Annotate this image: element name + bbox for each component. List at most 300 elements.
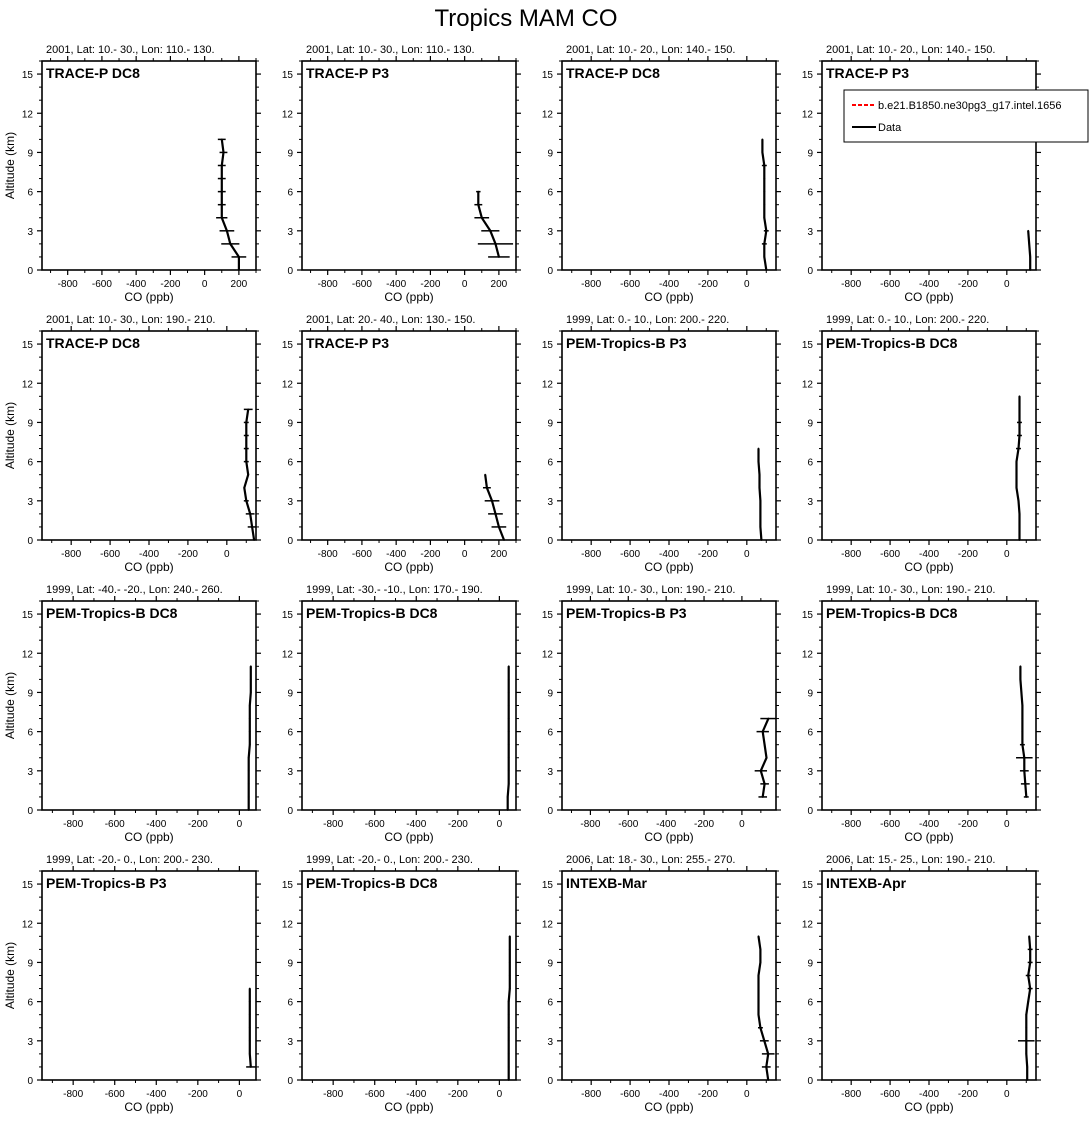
spread-box bbox=[218, 139, 225, 140]
data-point bbox=[763, 256, 765, 258]
spread-box bbox=[1020, 771, 1028, 772]
y-tick-label: 6 bbox=[27, 457, 33, 469]
plot-frame bbox=[822, 871, 1036, 1080]
x-tick-label: -800 bbox=[323, 1089, 344, 1100]
y-tick-label: 15 bbox=[541, 70, 553, 82]
y-tick-label: 12 bbox=[281, 379, 293, 391]
data-point bbox=[1019, 539, 1021, 541]
y-tick-label: 3 bbox=[287, 766, 293, 778]
plot-frame bbox=[822, 331, 1036, 540]
data-point bbox=[761, 138, 763, 140]
y-tick-label: 12 bbox=[21, 379, 33, 391]
panel-3 bbox=[542, 44, 781, 304]
spread-box bbox=[492, 527, 506, 528]
data-point bbox=[238, 269, 240, 271]
spread-box bbox=[1028, 962, 1032, 963]
data-point bbox=[760, 500, 762, 502]
panel-subtitle: 2001, Lat: 10.- 20., Lon: 140.- 150. bbox=[566, 44, 736, 56]
data-point bbox=[250, 692, 252, 694]
spread-box bbox=[761, 718, 776, 719]
x-tick-label: -400 bbox=[918, 549, 940, 560]
y-tick-label: 9 bbox=[547, 418, 553, 430]
spread-box bbox=[244, 409, 252, 410]
spread-box bbox=[1020, 744, 1024, 745]
x-tick-label: -200 bbox=[420, 279, 441, 290]
data-point bbox=[508, 678, 510, 680]
data-point bbox=[758, 461, 760, 463]
y-tick-label: 0 bbox=[287, 266, 293, 277]
y-tick-label: 6 bbox=[547, 457, 553, 469]
data-point bbox=[1025, 1027, 1027, 1029]
x-tick-label: -800 bbox=[841, 1089, 862, 1100]
spread-box bbox=[220, 152, 227, 153]
campaign-label: INTEXB-Mar bbox=[566, 875, 647, 891]
y-tick-label: 15 bbox=[21, 610, 33, 622]
plot-frame bbox=[562, 871, 776, 1080]
campaign-label: PEM-Tropics-B DC8 bbox=[826, 335, 958, 351]
x-tick-label: -800 bbox=[63, 819, 84, 830]
x-tick-label: -400 bbox=[656, 819, 677, 830]
campaign-label: PEM-Tropics-B DC8 bbox=[306, 605, 438, 621]
x-axis-label: CO (ppb) bbox=[124, 560, 174, 574]
plot-frame bbox=[822, 601, 1036, 810]
figure-title: Tropics MAM CO bbox=[434, 5, 618, 32]
data-point bbox=[1016, 487, 1018, 489]
data-point bbox=[243, 487, 245, 489]
y-tick-label: 6 bbox=[27, 997, 33, 1009]
data-point bbox=[758, 448, 760, 450]
x-tick-label: -800 bbox=[581, 549, 602, 560]
x-axis-label: CO (ppb) bbox=[644, 1100, 694, 1114]
y-tick-label: 3 bbox=[27, 766, 33, 778]
data-point bbox=[1021, 731, 1023, 733]
y-tick-label: 3 bbox=[547, 496, 553, 508]
x-tick-label: -200 bbox=[697, 549, 718, 560]
panel-subtitle: 1999, Lat: -40.- -20., Lon: 240.- 260. bbox=[46, 584, 223, 596]
campaign-label: TRACE-P P3 bbox=[826, 65, 909, 81]
x-axis-label: CO (ppb) bbox=[904, 830, 954, 844]
panel-subtitle: 1999, Lat: -20.- 0., Lon: 200.- 230. bbox=[306, 854, 473, 866]
data-point bbox=[248, 809, 250, 811]
plot-frame bbox=[42, 331, 256, 540]
data-point bbox=[1028, 243, 1030, 245]
panel-13 bbox=[3, 854, 261, 1114]
x-tick-label: -200 bbox=[160, 279, 181, 290]
y-tick-label: 15 bbox=[801, 610, 813, 622]
data-point bbox=[1029, 269, 1031, 271]
data-point bbox=[508, 770, 510, 772]
panel-5 bbox=[3, 314, 261, 574]
data-point bbox=[249, 1014, 251, 1016]
spread-box bbox=[1024, 797, 1028, 798]
panel-subtitle: 2006, Lat: 18.- 30., Lon: 255.- 270. bbox=[566, 854, 736, 866]
y-axis-label: Altitude (km) bbox=[3, 131, 17, 200]
panel-14 bbox=[282, 854, 521, 1114]
x-tick-label: 0 bbox=[496, 1089, 503, 1100]
y-axis-label: Altitude (km) bbox=[3, 671, 17, 740]
y-tick-label: 12 bbox=[541, 109, 553, 121]
y-tick-label: 0 bbox=[27, 806, 33, 817]
plot-frame bbox=[42, 601, 256, 810]
y-tick-label: 6 bbox=[547, 727, 553, 739]
x-tick-label: -400 bbox=[146, 1089, 167, 1100]
spread-box bbox=[477, 191, 480, 192]
plot-frame bbox=[562, 601, 776, 810]
data-point bbox=[508, 1027, 510, 1029]
y-tick-label: 6 bbox=[807, 727, 813, 739]
plot-frame bbox=[562, 61, 776, 270]
y-tick-label: 12 bbox=[801, 919, 813, 931]
campaign-label: INTEXB-Apr bbox=[826, 875, 907, 891]
x-axis-label: CO (ppb) bbox=[904, 560, 954, 574]
data-point bbox=[249, 1001, 251, 1003]
x-tick-label: 0 bbox=[496, 819, 503, 830]
panel-15 bbox=[542, 854, 781, 1114]
panel-16 bbox=[802, 854, 1041, 1114]
legend-box bbox=[844, 90, 1088, 142]
y-tick-label: 15 bbox=[541, 610, 553, 622]
x-tick-label: -600 bbox=[351, 549, 372, 560]
x-tick-label: -800 bbox=[57, 279, 78, 290]
data-point bbox=[1025, 1053, 1027, 1055]
data-point bbox=[247, 474, 249, 476]
y-tick-label: 0 bbox=[807, 1076, 813, 1087]
data-point bbox=[507, 796, 509, 798]
x-axis-label: CO (ppb) bbox=[644, 290, 694, 304]
data-point bbox=[1021, 718, 1023, 720]
y-tick-label: 12 bbox=[541, 649, 553, 661]
panel-9 bbox=[3, 584, 261, 844]
data-point bbox=[508, 731, 510, 733]
y-tick-label: 15 bbox=[21, 340, 33, 352]
y-tick-label: 0 bbox=[547, 266, 553, 277]
data-point bbox=[1020, 665, 1022, 667]
data-point bbox=[760, 962, 762, 964]
y-tick-label: 6 bbox=[287, 727, 293, 739]
series-line-data bbox=[249, 666, 251, 810]
y-tick-label: 0 bbox=[287, 536, 293, 547]
panel-subtitle: 1999, Lat: 0.- 10., Lon: 200.- 220. bbox=[566, 314, 730, 326]
data-point bbox=[248, 796, 250, 798]
y-tick-label: 0 bbox=[807, 536, 813, 547]
spread-box bbox=[217, 218, 227, 219]
y-tick-label: 15 bbox=[21, 880, 33, 892]
data-point bbox=[249, 1027, 251, 1029]
y-tick-label: 0 bbox=[27, 536, 33, 547]
x-tick-label: -400 bbox=[918, 1089, 940, 1100]
spread-box bbox=[475, 204, 482, 205]
x-tick-label: -400 bbox=[126, 279, 147, 290]
campaign-label: PEM-Tropics-B DC8 bbox=[306, 875, 438, 891]
x-tick-label: -200 bbox=[957, 549, 978, 560]
data-point bbox=[1020, 678, 1022, 680]
x-tick-label: -800 bbox=[580, 819, 601, 830]
series-line-data bbox=[478, 192, 499, 257]
x-tick-label: 0 bbox=[461, 549, 468, 560]
y-tick-label: 6 bbox=[27, 727, 33, 739]
plot-frame bbox=[42, 871, 256, 1080]
y-tick-label: 12 bbox=[281, 649, 293, 661]
data-point bbox=[508, 1014, 510, 1016]
x-tick-label: -400 bbox=[918, 819, 940, 830]
x-tick-label: -200 bbox=[187, 819, 208, 830]
x-axis-label: CO (ppb) bbox=[904, 1100, 954, 1114]
campaign-label: PEM-Tropics-B P3 bbox=[46, 875, 167, 891]
plot-frame bbox=[302, 601, 516, 810]
data-point bbox=[1019, 408, 1021, 410]
spread-box bbox=[244, 422, 248, 423]
panel-7 bbox=[542, 314, 781, 574]
x-tick-label: -200 bbox=[187, 1089, 208, 1100]
y-tick-label: 0 bbox=[807, 806, 813, 817]
series-line-data bbox=[1017, 396, 1020, 540]
y-tick-label: 9 bbox=[287, 958, 293, 970]
panel-6 bbox=[282, 314, 521, 574]
x-tick-label: -200 bbox=[447, 1089, 468, 1100]
panel-subtitle: 2006, Lat: 15.- 25., Lon: 190.- 210. bbox=[826, 854, 996, 866]
y-tick-label: 0 bbox=[287, 806, 293, 817]
panel-subtitle: 2001, Lat: 10.- 30., Lon: 110.- 130. bbox=[306, 44, 475, 56]
data-point bbox=[509, 948, 511, 950]
data-point bbox=[758, 975, 760, 977]
x-tick-label: -600 bbox=[880, 819, 901, 830]
y-tick-label: 0 bbox=[807, 266, 813, 277]
spread-box bbox=[483, 488, 490, 489]
spread-box bbox=[1028, 949, 1032, 950]
y-tick-label: 15 bbox=[801, 880, 813, 892]
data-point bbox=[758, 1014, 760, 1016]
y-tick-label: 15 bbox=[281, 880, 293, 892]
spread-box bbox=[1017, 448, 1021, 449]
x-tick-label: -200 bbox=[694, 819, 715, 830]
x-axis-label: CO (ppb) bbox=[904, 290, 954, 304]
data-point bbox=[249, 718, 251, 720]
y-axis-label: Altitude (km) bbox=[3, 941, 17, 1010]
y-tick-label: 0 bbox=[547, 806, 553, 817]
data-point bbox=[249, 988, 251, 990]
data-point bbox=[503, 539, 505, 541]
panel-subtitle: 1999, Lat: 10.- 30., Lon: 190.- 210. bbox=[566, 584, 736, 596]
spread-box bbox=[489, 257, 510, 258]
panel-8 bbox=[802, 314, 1041, 574]
y-tick-label: 12 bbox=[541, 379, 553, 391]
y-tick-label: 15 bbox=[541, 880, 553, 892]
data-point bbox=[508, 705, 510, 707]
data-point bbox=[1026, 1079, 1028, 1081]
data-point bbox=[509, 988, 511, 990]
data-point bbox=[508, 1066, 510, 1068]
x-tick-label: -600 bbox=[351, 279, 372, 290]
series-line-data bbox=[1020, 666, 1026, 797]
y-tick-label: 9 bbox=[547, 688, 553, 700]
y-tick-label: 9 bbox=[287, 688, 293, 700]
y-tick-label: 9 bbox=[27, 688, 33, 700]
data-point bbox=[760, 526, 762, 528]
x-tick-label: -400 bbox=[918, 279, 940, 290]
x-tick-label: -400 bbox=[146, 819, 167, 830]
y-tick-label: 3 bbox=[287, 1036, 293, 1048]
y-tick-label: 6 bbox=[547, 187, 553, 199]
series-line-data bbox=[1026, 936, 1030, 1080]
y-tick-label: 9 bbox=[27, 958, 33, 970]
y-tick-label: 3 bbox=[287, 226, 293, 238]
y-tick-label: 6 bbox=[287, 997, 293, 1009]
data-point bbox=[508, 783, 510, 785]
y-tick-label: 12 bbox=[801, 109, 813, 121]
y-tick-label: 9 bbox=[547, 148, 553, 160]
data-point bbox=[249, 1040, 251, 1042]
spread-box bbox=[1017, 758, 1033, 759]
data-point bbox=[1018, 500, 1020, 502]
y-tick-label: 6 bbox=[807, 187, 813, 199]
x-tick-label: 0 bbox=[236, 1089, 243, 1100]
x-tick-label: -200 bbox=[447, 819, 468, 830]
y-tick-label: 12 bbox=[801, 379, 813, 391]
x-tick-label: 0 bbox=[201, 279, 208, 290]
data-point bbox=[1029, 256, 1031, 258]
y-tick-label: 9 bbox=[547, 958, 553, 970]
data-point bbox=[508, 1053, 510, 1055]
panel-2 bbox=[282, 44, 521, 304]
x-tick-label: -400 bbox=[406, 1089, 427, 1100]
data-point bbox=[508, 1001, 510, 1003]
data-point bbox=[1026, 1066, 1028, 1068]
x-tick-label: -600 bbox=[620, 549, 641, 560]
x-tick-label: -600 bbox=[620, 1089, 641, 1100]
x-tick-label: 0 bbox=[739, 819, 745, 830]
data-point bbox=[758, 988, 760, 990]
y-tick-label: 3 bbox=[27, 226, 33, 238]
plot-frame bbox=[302, 331, 516, 540]
data-point bbox=[248, 770, 250, 772]
y-tick-label: 3 bbox=[287, 496, 293, 508]
data-point bbox=[508, 744, 510, 746]
x-tick-label: -800 bbox=[841, 819, 862, 830]
data-point bbox=[759, 474, 761, 476]
spread-box bbox=[762, 165, 766, 166]
spread-box bbox=[247, 1067, 255, 1068]
x-tick-label: -200 bbox=[957, 819, 978, 830]
x-tick-label: -200 bbox=[957, 1089, 978, 1100]
panel-subtitle: 2001, Lat: 10.- 30., Lon: 110.- 130. bbox=[46, 44, 215, 56]
x-tick-label: 0 bbox=[236, 819, 243, 830]
data-point bbox=[761, 152, 763, 154]
spread-box bbox=[489, 514, 503, 515]
spread-box bbox=[760, 1041, 768, 1042]
data-point bbox=[508, 1079, 510, 1081]
panels-grid bbox=[3, 44, 1088, 1114]
campaign-label: TRACE-P DC8 bbox=[566, 65, 660, 81]
plot-frame bbox=[562, 331, 776, 540]
x-tick-label: -800 bbox=[323, 819, 344, 830]
data-point bbox=[761, 539, 763, 541]
y-tick-label: 15 bbox=[541, 340, 553, 352]
data-point bbox=[508, 1040, 510, 1042]
data-point bbox=[249, 731, 251, 733]
y-tick-label: 12 bbox=[21, 109, 33, 121]
x-axis-label: CO (ppb) bbox=[384, 290, 434, 304]
data-point bbox=[248, 783, 250, 785]
data-point bbox=[764, 744, 766, 746]
x-tick-label: -800 bbox=[61, 549, 82, 560]
spread-box bbox=[1028, 988, 1032, 989]
spread-box bbox=[478, 244, 512, 245]
y-tick-label: 12 bbox=[281, 109, 293, 121]
y-tick-label: 9 bbox=[27, 418, 33, 430]
x-tick-label: -400 bbox=[386, 549, 407, 560]
spread-box bbox=[758, 1028, 762, 1029]
x-tick-label: -400 bbox=[658, 279, 680, 290]
x-tick-label: -600 bbox=[880, 549, 901, 560]
data-point bbox=[508, 692, 510, 694]
y-tick-label: 3 bbox=[547, 766, 553, 778]
data-point bbox=[760, 513, 762, 515]
y-tick-label: 15 bbox=[281, 70, 293, 82]
campaign-label: TRACE-P DC8 bbox=[46, 65, 140, 81]
data-point bbox=[758, 935, 760, 937]
panel-subtitle: 2001, Lat: 20.- 40., Lon: 130.- 150. bbox=[306, 314, 476, 326]
y-axis-label: Altitude (km) bbox=[3, 401, 17, 470]
data-point bbox=[1016, 461, 1018, 463]
x-tick-label: -400 bbox=[658, 1089, 680, 1100]
series-line-data bbox=[244, 409, 254, 540]
spread-box bbox=[244, 501, 248, 502]
x-tick-label: 0 bbox=[1004, 1089, 1010, 1100]
series-line-data bbox=[508, 666, 509, 810]
y-tick-label: 3 bbox=[807, 766, 813, 778]
spread-box bbox=[757, 731, 768, 732]
data-point bbox=[759, 487, 761, 489]
y-tick-label: 15 bbox=[801, 340, 813, 352]
spread-box bbox=[475, 218, 489, 219]
x-tick-label: -800 bbox=[63, 1089, 84, 1100]
data-point bbox=[1025, 1014, 1027, 1016]
spread-box bbox=[248, 527, 256, 528]
x-tick-label: -400 bbox=[138, 549, 160, 560]
x-tick-label: -400 bbox=[406, 819, 427, 830]
x-tick-label: -200 bbox=[957, 279, 978, 290]
x-tick-label: 0 bbox=[1004, 279, 1010, 290]
x-axis-label: CO (ppb) bbox=[124, 830, 174, 844]
spread-box bbox=[246, 514, 254, 515]
spread-box bbox=[762, 1054, 774, 1055]
y-tick-label: 9 bbox=[807, 688, 813, 700]
x-tick-label: 0 bbox=[224, 549, 230, 560]
y-tick-label: 6 bbox=[287, 457, 293, 469]
spread-box bbox=[1021, 784, 1029, 785]
panel-subtitle: 2001, Lat: 10.- 30., Lon: 190.- 210. bbox=[46, 314, 216, 326]
y-tick-label: 0 bbox=[287, 1076, 293, 1087]
x-tick-label: -600 bbox=[100, 549, 121, 560]
y-tick-label: 12 bbox=[21, 649, 33, 661]
x-tick-label: -600 bbox=[364, 1089, 385, 1100]
spread-box bbox=[220, 231, 234, 232]
spread-box bbox=[762, 244, 766, 245]
spread-box bbox=[485, 501, 499, 502]
x-tick-label: -400 bbox=[658, 549, 680, 560]
x-axis-label: CO (ppb) bbox=[124, 1100, 174, 1114]
spread-box bbox=[244, 448, 248, 449]
data-point bbox=[1021, 705, 1023, 707]
spread-box bbox=[759, 797, 767, 798]
x-tick-label: -200 bbox=[697, 1089, 718, 1100]
spread-box bbox=[218, 191, 225, 192]
spread-box bbox=[755, 771, 766, 772]
series-line-data bbox=[485, 475, 504, 540]
data-point bbox=[767, 1079, 769, 1081]
data-point bbox=[253, 539, 255, 541]
spread-box bbox=[244, 461, 248, 462]
